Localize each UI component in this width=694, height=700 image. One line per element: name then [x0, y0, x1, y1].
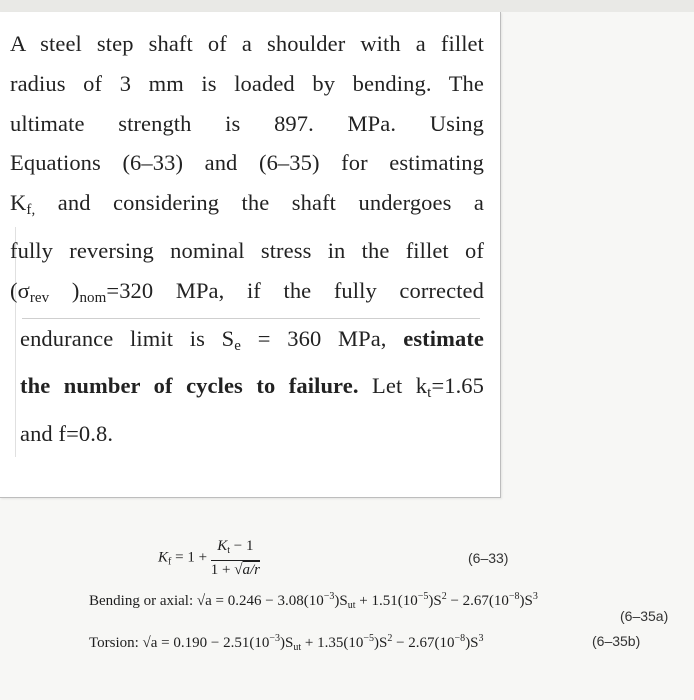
- sigma-sub-nom: nom: [79, 289, 107, 306]
- problem-card: [0, 12, 501, 498]
- problem-line-3: ultimate strength is 897. MPa. Using: [10, 110, 484, 136]
- exp-m5: −5: [417, 591, 429, 602]
- kt-subscript: t: [427, 385, 432, 402]
- t-exp-m3: −3: [269, 633, 280, 644]
- kf-num-sub: t: [227, 545, 231, 556]
- problem-line-5-text: and considering the shaft undergoes a: [57, 190, 485, 216]
- eq-label-6-35a: (6–35a): [620, 608, 669, 624]
- estimate-label: estimate: [403, 325, 484, 351]
- bending-tail: )S: [334, 593, 348, 609]
- cycles-label: the number of cycles to failure.: [20, 373, 359, 399]
- kf-fraction: [211, 537, 260, 579]
- kf-denominator: 1 + √a/r: [210, 562, 260, 578]
- kf-subscript: f,: [26, 202, 36, 219]
- bending-rest: + 1.51(10: [355, 593, 418, 609]
- top-strip: [0, 0, 694, 12]
- kf-eq: = 1 +: [171, 549, 211, 566]
- t-sq2: 2: [387, 633, 393, 644]
- torsion-tail: )S: [280, 635, 294, 651]
- sub-ut: ut: [347, 600, 356, 611]
- sq3: 3: [532, 591, 538, 602]
- sigma-open: (σ: [10, 277, 30, 303]
- problem-line-10: and f=0.8.: [20, 421, 114, 447]
- problem-statement: [10, 24, 484, 454]
- endurance-value: = 360 MPa,: [257, 325, 387, 351]
- torsion-rest2: )S: [373, 635, 388, 651]
- kf-lhs: K: [158, 549, 169, 566]
- exp-m8: −8: [508, 591, 520, 602]
- torsion-equation: [89, 633, 484, 653]
- torsion-rest4: )S: [465, 635, 479, 651]
- sigma-sub-rev: rev: [29, 289, 50, 306]
- kf-lhs-sub: f: [168, 556, 172, 568]
- torsion-expr: √a = 0.190 − 2.51(10: [142, 635, 270, 651]
- endurance-text: endurance limit is S: [20, 325, 235, 351]
- torsion-rest: + 1.35(10: [301, 635, 364, 651]
- bending-rest2: )S: [428, 593, 442, 609]
- t-sub-ut: ut: [293, 642, 302, 653]
- problem-line-6: fully reversing nominal stress in the fillet of: [10, 237, 484, 263]
- t-exp-m5: −5: [363, 633, 374, 644]
- eq-label-6-35b: (6–35b): [592, 633, 641, 649]
- problem-line-5: [10, 183, 484, 231]
- problem-line-9: [10, 366, 484, 414]
- t-exp-m8: −8: [454, 633, 466, 644]
- problem-line-7-text: =320 MPa, if the fully corrected: [106, 277, 484, 303]
- bending-expr: √a = 0.246 − 3.08(10: [196, 593, 324, 609]
- torsion-rest3: − 2.67(10: [392, 635, 455, 651]
- bending-rest4: )S: [519, 593, 533, 609]
- kf-den-b: a/r: [242, 562, 260, 578]
- kt-value: =1.65: [431, 373, 485, 399]
- kf-numerator: [211, 537, 260, 561]
- equation-block: [0, 515, 694, 700]
- problem-line-7: [10, 271, 484, 319]
- bending-prefix: Bending or axial:: [89, 593, 197, 609]
- kf-num-tail: − 1: [230, 538, 254, 554]
- bending-equation: [89, 591, 538, 611]
- kf-den-a: 1 +: [210, 562, 235, 578]
- torsion-prefix: Torsion:: [89, 635, 143, 651]
- t-sq3: 3: [478, 633, 484, 644]
- kt-text: Let k: [372, 373, 428, 399]
- eq-label-6-33: (6–33): [468, 550, 509, 566]
- problem-line-2: radius of 3 mm is loaded by bending. The: [10, 70, 484, 96]
- sigma-close: ): [49, 277, 80, 303]
- kf-num: K: [217, 538, 228, 554]
- se-subscript: e: [234, 337, 242, 354]
- problem-line-1: A steel step shaft of a shoulder with a fillet: [10, 31, 484, 56]
- problem-line-8: [10, 319, 484, 367]
- bending-rest3: − 2.67(10: [446, 593, 509, 609]
- kf-symbol: K: [10, 190, 27, 216]
- kf-equation: [158, 537, 260, 579]
- problem-line-4: Equations (6–33) and (6–35) for estimating: [10, 150, 484, 176]
- sq2: 2: [441, 591, 447, 602]
- exp-m3: −3: [323, 591, 335, 602]
